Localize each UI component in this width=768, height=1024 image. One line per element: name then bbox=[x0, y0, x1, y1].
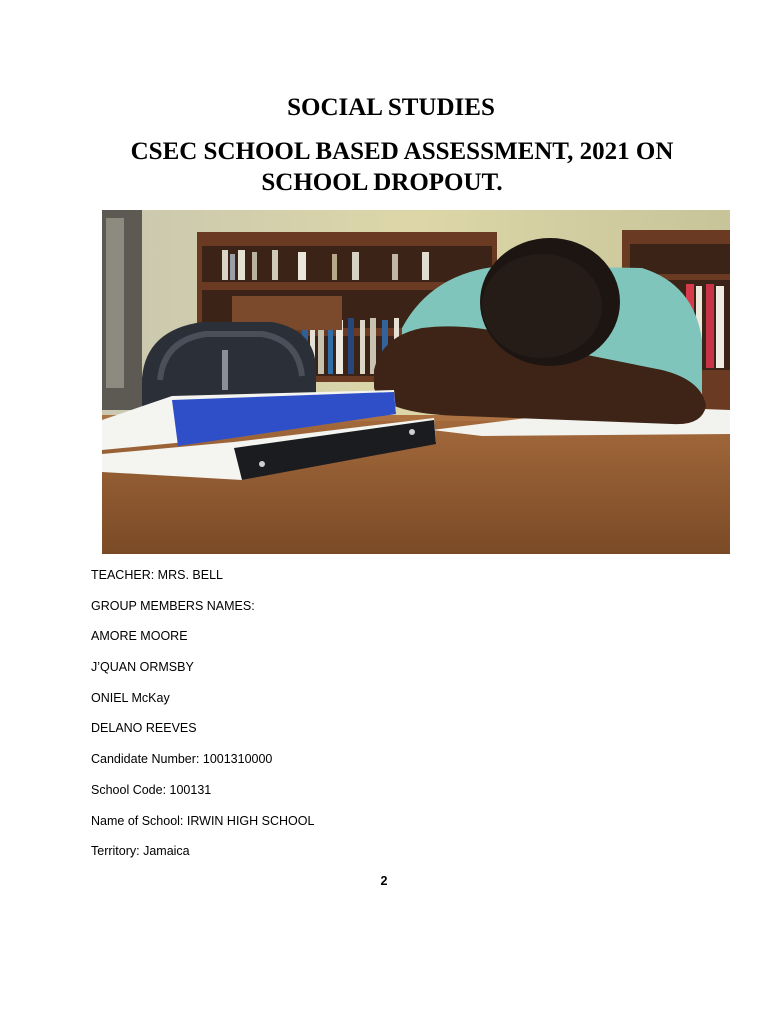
candidate-number: Candidate Number: 1001310000 bbox=[91, 752, 273, 766]
school-code: School Code: 100131 bbox=[91, 783, 212, 797]
group-member-name: ONIEL McKay bbox=[91, 691, 170, 705]
title-line-2: CSEC SCHOOL BASED ASSESSMENT, 2021 ON bbox=[130, 138, 674, 165]
title-line-1: SOCIAL STUDIES bbox=[287, 94, 495, 121]
group-member-name: DELANO REEVES bbox=[91, 721, 197, 735]
teacher-line: TEACHER: MRS. BELL bbox=[91, 568, 223, 582]
territory: Territory: Jamaica bbox=[91, 844, 190, 858]
school-name: Name of School: IRWIN HIGH SCHOOL bbox=[91, 814, 315, 828]
group-member-name: AMORE MOORE bbox=[91, 629, 188, 643]
group-member-name: J’QUAN ORMSBY bbox=[91, 660, 194, 674]
page-number: 2 bbox=[380, 874, 388, 888]
title-line-3: SCHOOL DROPOUT. bbox=[261, 169, 503, 196]
student-asleep-on-desk-illustration bbox=[102, 210, 730, 554]
group-members-heading: GROUP MEMBERS NAMES: bbox=[91, 599, 255, 613]
cover-photo bbox=[102, 210, 730, 554]
